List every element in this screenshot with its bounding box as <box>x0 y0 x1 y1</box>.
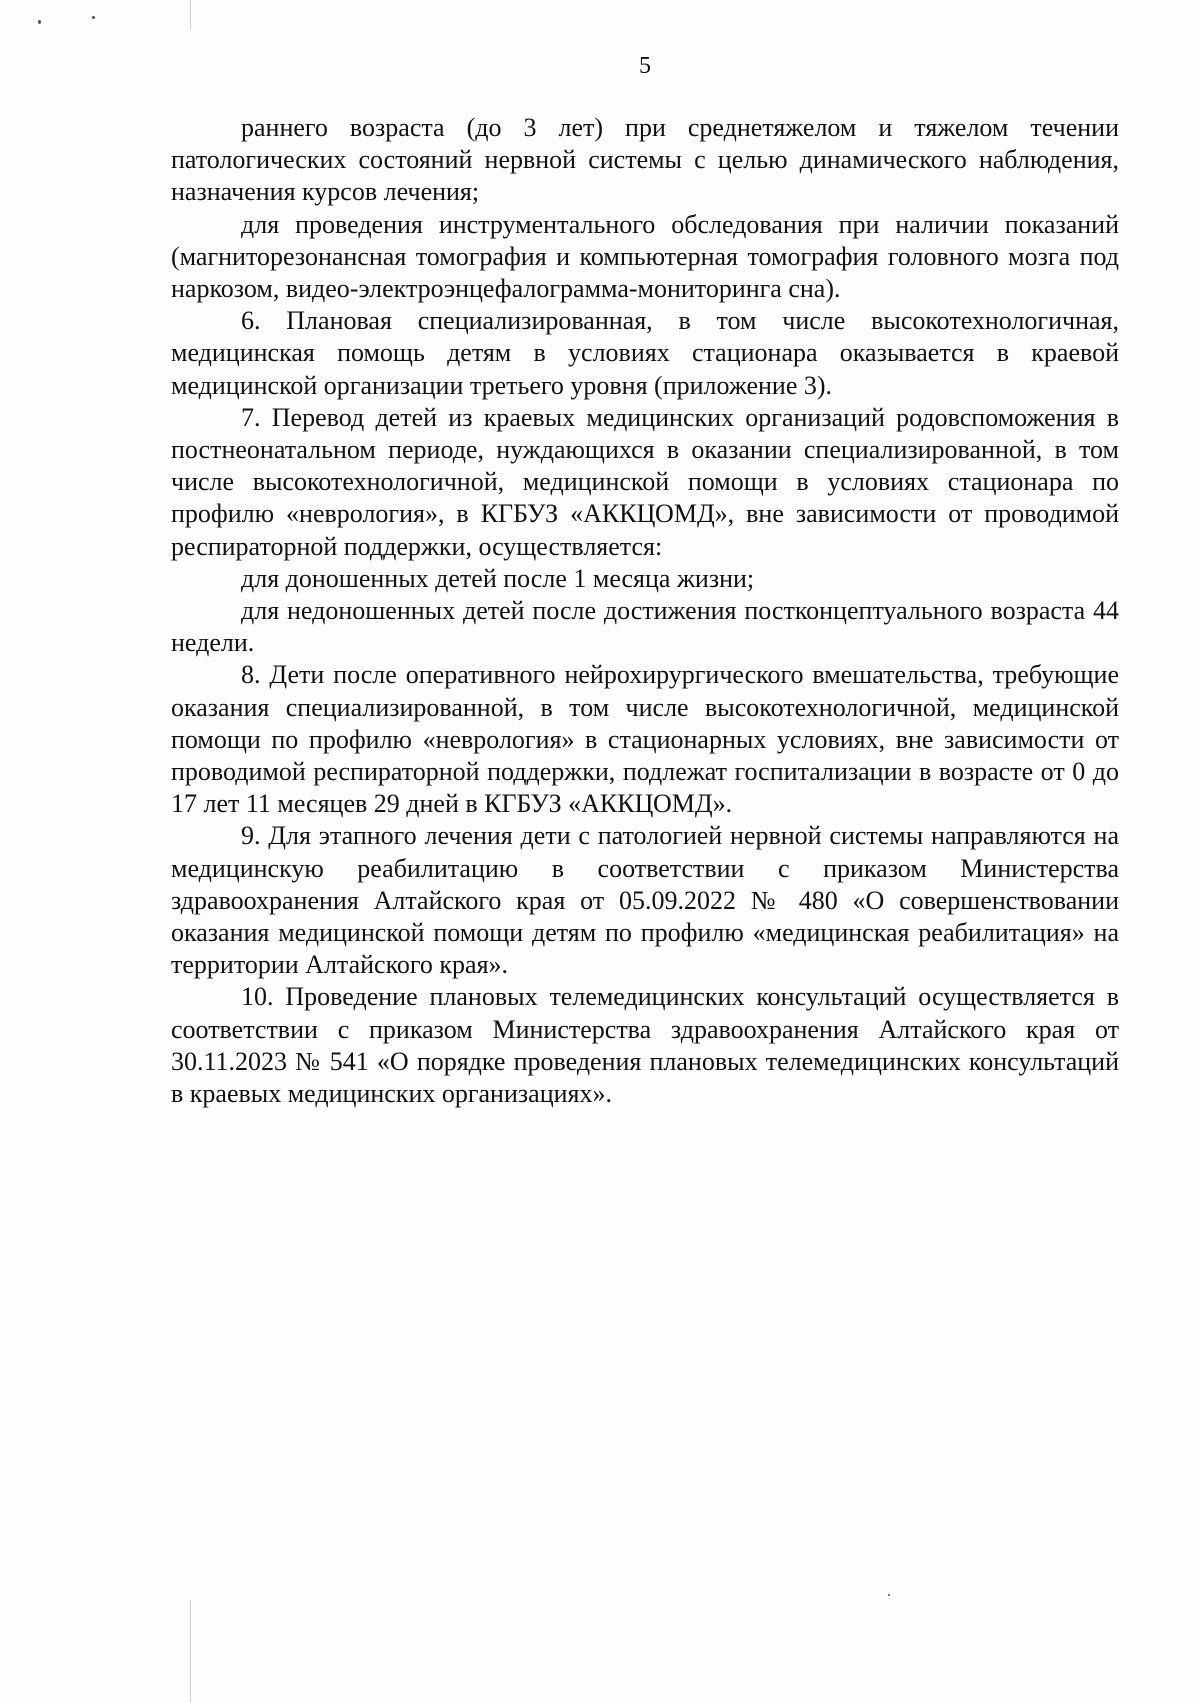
scan-speck <box>38 20 41 24</box>
scan-speck <box>92 16 95 19</box>
paragraph: 7. Перевод детей из краевых медицинских организаций родовспоможения в постнеонатальном периоде, нуждающихся в оказании специализированной, в том числе высокотехнологичной, медицинской помощи в условиях стационара по профилю «неврология», в КГБУЗ «АККЦОМД», вне зависимости от проводимой респираторной поддержки, осуществляется: <box>171 402 1119 561</box>
paragraph: для проведения инструментального обследования при наличии показаний (магниторезонансная томография и компьютерная томография головного мозга под наркозом, видео-электроэнцефалограмма-мониторинга сна). <box>171 209 1119 304</box>
page-number: 5 <box>639 53 651 79</box>
paragraph: для недоношенных детей после достижения постконцептуального возраста 44 недели. <box>171 596 1119 658</box>
scan-margin-line <box>190 0 191 30</box>
paragraph: 9. Для этапного лечения дети с патологией нервной системы направляются на медицинскую реабилитацию в соответствии с приказом Министерства здравоохранения Алтайского края от 05.09.2022 № 480 «О совершенствовании оказания медицинской помощи детям по профилю «медицинская реабилитация» на территории Алтайского края». <box>171 821 1119 980</box>
paragraph: раннего возраста (до 3 лет) при среднетяжелом и тяжелом течении патологических состояний нервной системы с целью динамического наблюдения, назначения курсов лечения; <box>171 113 1119 207</box>
paragraph: 10. Проведение плановых телемедицинских консультаций осуществляется в соответствии с приказом Министерства здравоохранения Алтайского края от 30.11.2023 № 541 «О порядке проведения плановых телемедицинских консультаций в краевых медицинских организациях». <box>171 982 1119 1109</box>
paragraph: для доношенных детей после 1 месяца жизни; <box>241 563 755 593</box>
document-body <box>171 112 1119 1110</box>
paragraph: 8. Дети после оперативного нейрохирургического вмешательства, требующие оказания специализированной, в том числе высокотехнологичной, медицинской помощи по профилю «неврология» в стационарных условиях, вне зависимости от проводимой респираторной поддержки, подлежат госпитализации в возрасте от 0 до 17 лет 11 месяцев 29 дней в КГБУЗ «АККЦОМД». <box>171 660 1119 819</box>
paragraph: 6. Плановая специализированная, в том числе высокотехнологичная, медицинская помощь детям в условиях стационара оказывается в краевой медицинской организации третьего уровня (приложение 3). <box>171 306 1119 400</box>
scan-speck <box>888 1594 890 1596</box>
scan-margin-line <box>190 1600 191 1703</box>
